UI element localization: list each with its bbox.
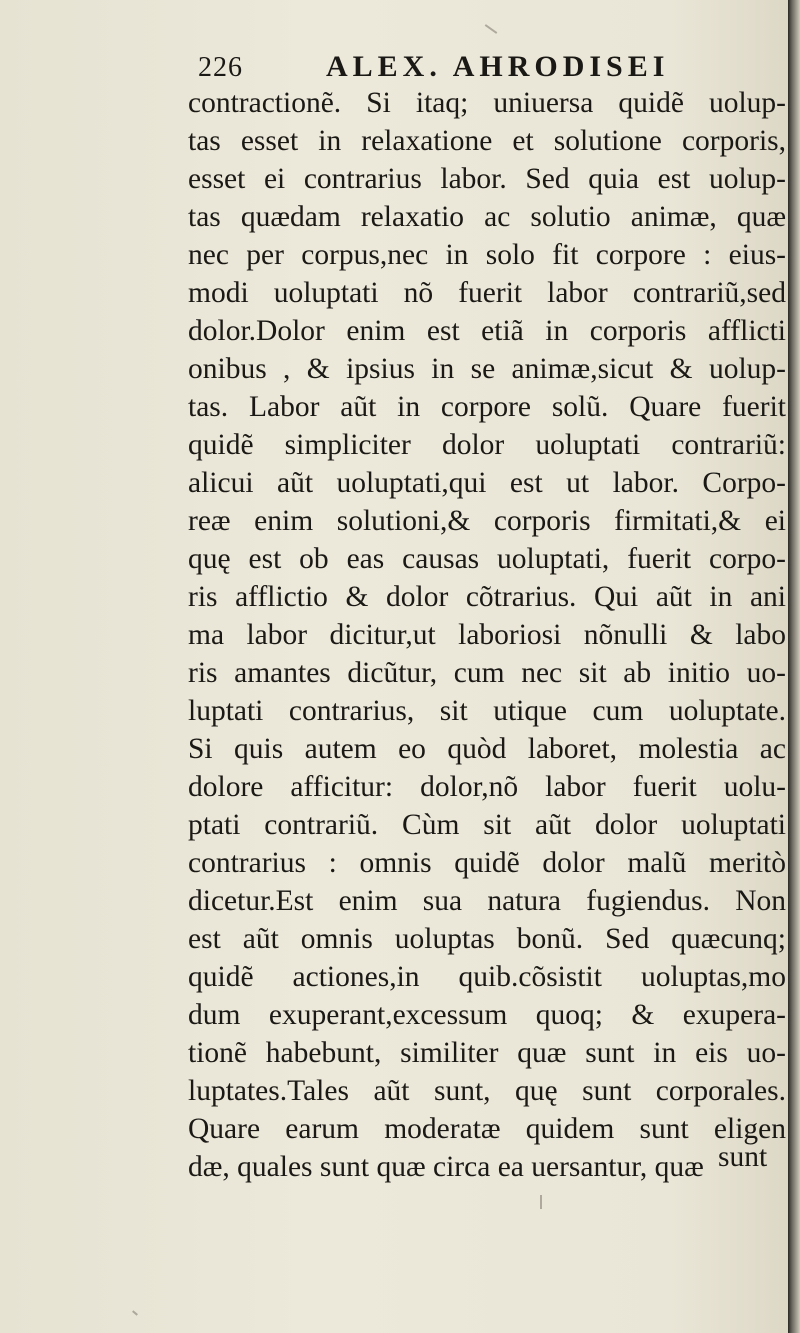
ink-mark: [540, 1195, 542, 1209]
text-line: tionẽ habebunt, similiter quæ sunt in eis uo-: [188, 1037, 786, 1069]
text-line: tas esset in relaxatione et solutione corporis,: [188, 125, 786, 157]
text-line: luptates.Tales aũt sunt, quę sunt corporales.: [188, 1075, 786, 1107]
text-line: nec per corpus,nec in solo fit corpore : eius-: [188, 239, 786, 271]
text-line: quidẽ simpliciter dolor uoluptati contrariũ:: [188, 429, 786, 461]
text-line: ma labor dicitur,ut laboriosi nõnulli & labo: [188, 619, 786, 651]
text-line: dum exuperant,excessum quoq; & exupera-: [188, 999, 786, 1031]
body-text: [188, 84, 786, 1186]
text-line: dolore afficitur: dolor,nõ labor fuerit uolu-: [188, 771, 786, 803]
text-line: Quare earum moderatæ quidem sunt eligen: [188, 1113, 786, 1145]
text-line: tas quædam relaxatio ac solutio animæ, quæ: [188, 201, 786, 233]
text-line: dolor.Dolor enim est etiã in corporis afflicti: [188, 315, 786, 347]
text-line: contrarius : omnis quidẽ dolor malũ meritò: [188, 847, 786, 879]
text-line: ptati contrariũ. Cùm sit aũt dolor uoluptati: [188, 809, 786, 841]
page-edge: [788, 0, 800, 1333]
text-line: reæ enim solutioni,& corporis firmitati,& ei: [188, 505, 786, 537]
text-line: tas. Labor aũt in corpore solũ. Quare fuerit: [188, 391, 786, 423]
text-line: ris amantes dicũtur, cum nec sit ab initio uo-: [188, 657, 786, 689]
text-line: quidẽ actiones,in quib.cõsistit uoluptas,mo: [188, 961, 786, 993]
ink-mark: [132, 1310, 138, 1315]
page-number: 226: [198, 52, 243, 83]
text-line: Si quis autem eo quòd laboret, molestia ac: [188, 733, 786, 765]
text-line: dicetur.Est enim sua natura fugiendus. Non: [188, 885, 786, 917]
text-line: onibus , & ipsius in se animæ,sicut & uolup-: [188, 353, 786, 385]
running-title: ALEX. AHRODISEI: [326, 50, 670, 83]
text-line: contractionẽ. Si itaq; uniuersa quidẽ uolup-: [188, 87, 786, 119]
catchword: sunt: [718, 1141, 768, 1173]
text-line: quę est ob eas causas uoluptati, fuerit corpo-: [188, 543, 786, 575]
text-line: esset ei contrarius labor. Sed quia est uolup-: [188, 163, 786, 195]
text-line: ris afflictio & dolor cõtrarius. Qui aũt in ani: [188, 581, 786, 613]
text-line: alicui aũt uoluptati,qui est ut labor. Corpo-: [188, 467, 786, 499]
text-line: est aũt omnis uoluptas bonũ. Sed quæcunq;: [188, 923, 786, 955]
ink-mark: [485, 24, 498, 34]
text-line: dæ, quales sunt quæ circa ea uersantur, quæ: [188, 1151, 704, 1183]
text-line: luptati contrarius, sit utique cum uoluptate.: [188, 695, 786, 727]
text-line: modi uoluptati nõ fuerit labor contrariũ,sed: [188, 277, 786, 309]
